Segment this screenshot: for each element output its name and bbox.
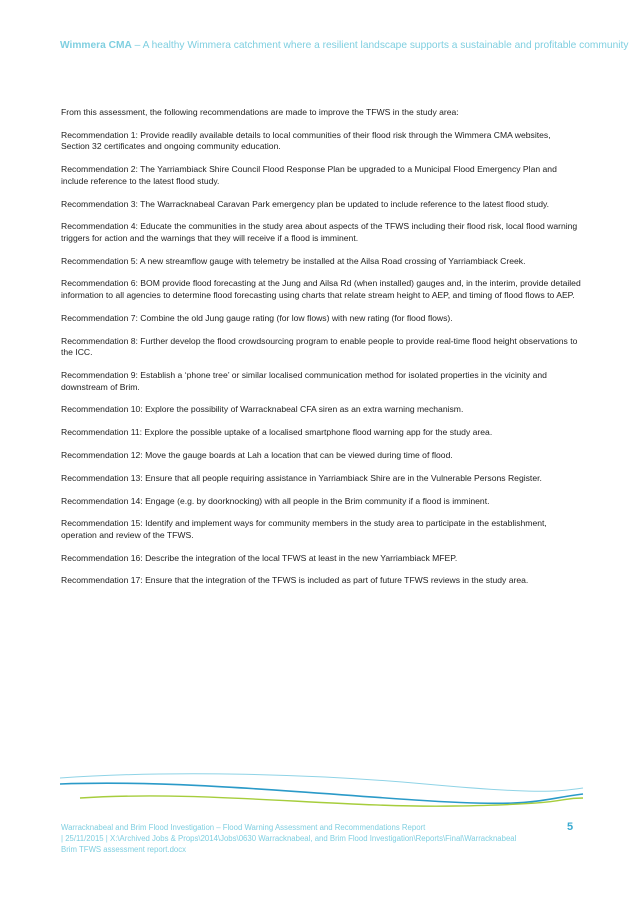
recommendation-11: Recommendation 11: Explore the possible uptake of a localised smartphone flood warning app for the study area. <box>61 427 493 438</box>
recommendation-4: Recommendation 4: Educate the communities in the study area about aspects of the TFWS including their flood risk, local flood warning triggers for action and the warnings that they will receive if a flood is imminent. <box>61 221 578 243</box>
wave-green-line <box>80 796 583 806</box>
recommendation-17: Recommendation 17: Ensure that the integration of the TFWS is included as part of future TFWS reviews in the study area. <box>61 575 529 586</box>
recommendation-3: Recommendation 3: The Warracknabeal Caravan Park emergency plan be updated to include reference to the latest flood study. <box>61 198 550 209</box>
recommendation-15: Recommendation 15: Identify and implement ways for community members in the study area to participate in the establishment, operation and review of the TFWS. <box>61 518 547 540</box>
footer-wave-decoration <box>55 770 585 820</box>
recommendation-16: Recommendation 16: Describe the integration of the local TFWS at least in the new Yarriambiack MFEP. <box>61 552 458 563</box>
recommendation-5: Recommendation 5: A new streamflow gauge with telemetry be installed at the Ailsa Road crossing of Yarriambiack Creek. <box>61 255 526 266</box>
page-footer <box>61 823 531 855</box>
recommendation-6: Recommendation 6: BOM provide flood forecasting at the Jung and Ailsa Rd (when installed) gauges and, in the interim, provide detailed information to all agencies to determine flood forecasting using charts that relate stream height to AEP, and timing of flood flows to AEP. <box>61 278 581 301</box>
intro-paragraph: From this assessment, the following recommendations are made to improve the TFWS in the study area: <box>61 107 459 117</box>
recommendation-1: Recommendation 1: Provide readily available details to local communities of their flood risk through the Wimmera CMA websites, Section 32 certificates and ongoing community education. <box>61 129 551 152</box>
recommendation-13: Recommendation 13: Ensure that all people requiring assistance in Yarriambiack Shire are in the Vulnerable Persons Register. <box>61 472 542 483</box>
footer-file-path: | 25/11/2015 | X:\Archived Jobs & Props\2014\Jobs\0630 Warracknabeal, and Brim Flood Investigation\Reports\Final\Warracknabeal Brim TFWS assessment report.docx <box>61 833 517 854</box>
footer-report-title: Warracknabeal and Brim Flood Investigation – Flood Warning Assessment and Recommendations Report <box>61 823 426 832</box>
recommendation-14: Recommendation 14: Engage (e.g. by doorknocking) with all people in the Brim community if a flood is imminent. <box>61 495 490 506</box>
header-org: Wimmera CMA <box>60 40 132 51</box>
recommendation-12: Recommendation 12: Move the gauge boards at Lah a location that can be viewed during time of flood. <box>61 449 453 460</box>
recommendation-8: Recommendation 8: Further develop the flood crowdsourcing program to enable people to provide real-time flood height observations to the ICC. <box>61 335 578 358</box>
document-body <box>61 107 581 598</box>
recommendation-10: Recommendation 10: Explore the possibility of Warracknabeal CFA siren as an extra warning mechanism. <box>61 404 464 415</box>
recommendation-2: Recommendation 2: The Yarriambiack Shire Council Flood Response Plan be upgraded to a Municipal Flood Emergency Plan and include reference to the latest flood study. <box>61 164 557 186</box>
header-tagline: – A healthy Wimmera catchment where a resilient landscape supports a sustainable and profitable community <box>131 40 629 51</box>
wave-light-line <box>60 774 583 792</box>
recommendation-9: Recommendation 9: Establish a ‘phone tree’ or similar localised communication method for isolated properties in the vicinity and downstream of Brim. <box>61 370 547 392</box>
page-number: 5 <box>567 821 574 833</box>
wave-blue-line <box>60 783 583 803</box>
recommendation-7: Recommendation 7: Combine the old Jung gauge rating (for low flows) with new rating (for flood flows). <box>61 312 453 323</box>
page-header <box>60 40 629 51</box>
